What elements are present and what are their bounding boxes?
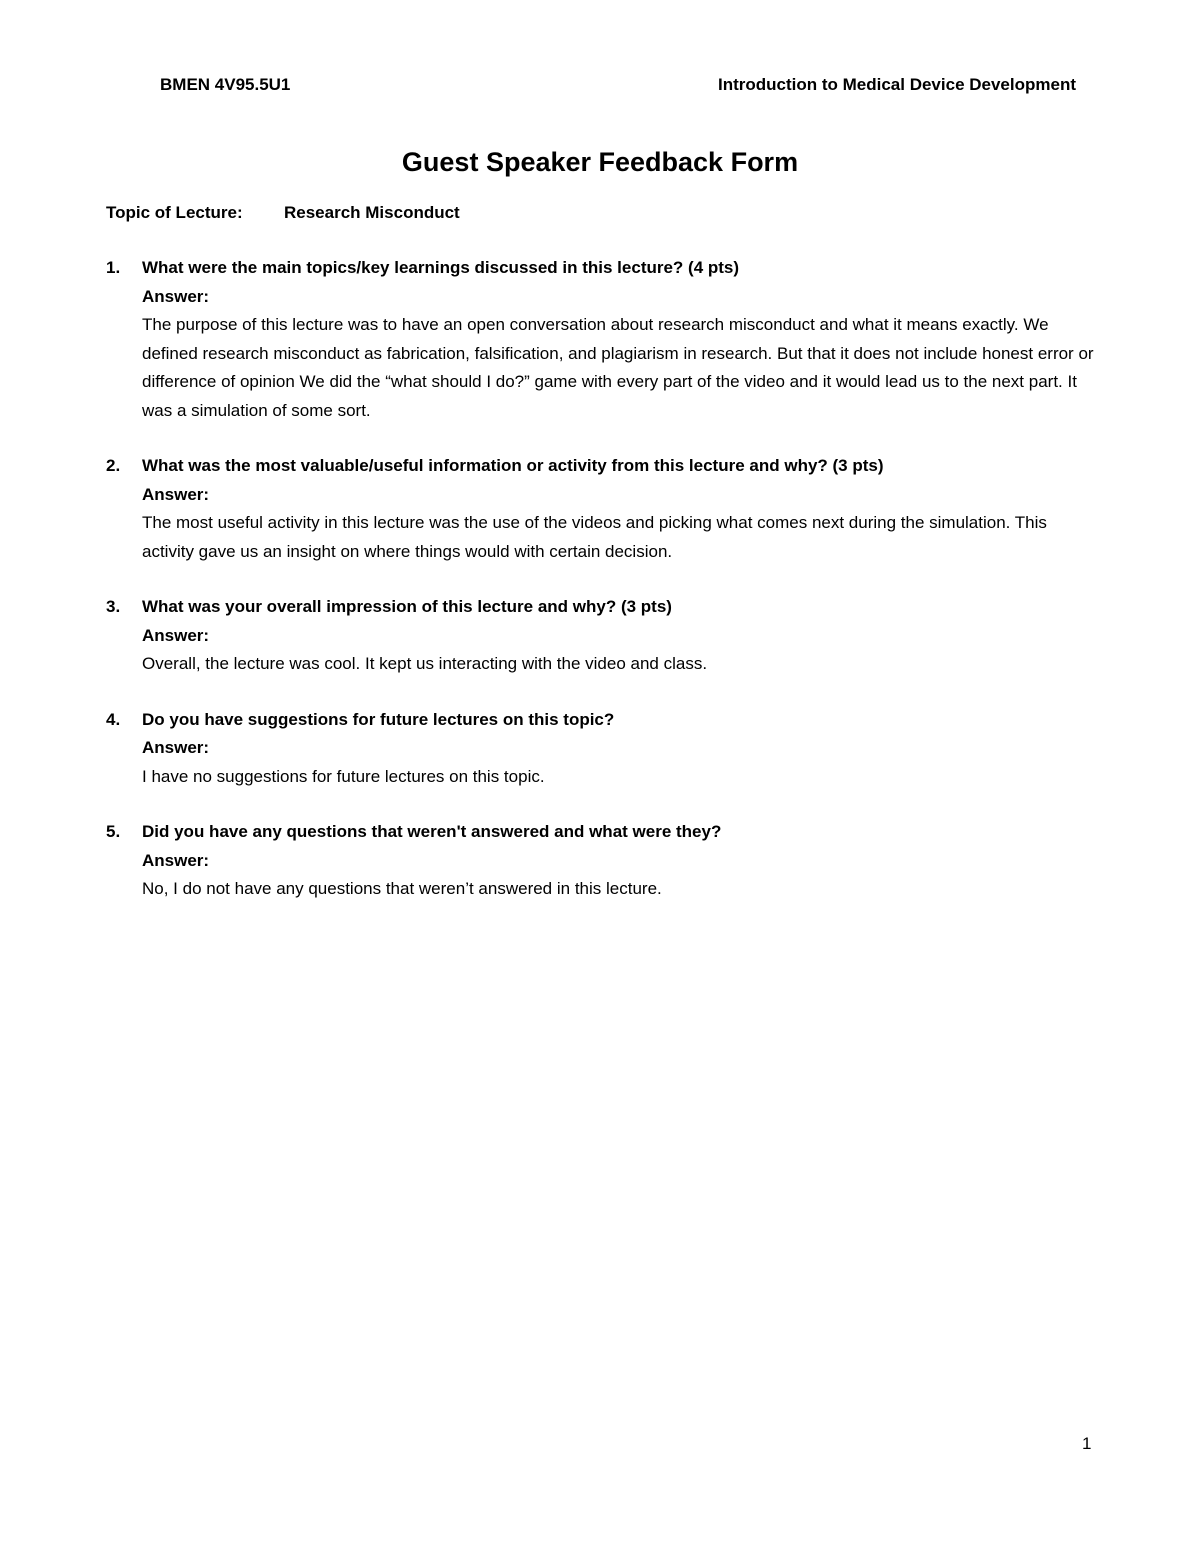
question-item-2 [106,452,1096,566]
topic-label: Topic of Lecture: [106,203,243,222]
answer-text: I have no suggestions for future lectures on this topic. [142,766,545,786]
answer-label: Answer: [142,625,210,645]
question-text: What were the main topics/key learnings discussed in this lecture? (4 pts) [142,258,740,277]
question-body [142,593,1096,679]
question-list [106,254,1096,931]
answer-text: No, I do not have any questions that weren’t answered in this lecture. [142,879,662,898]
question-text: What was your overall impression of this lecture and why? (3 pts) [142,597,672,616]
answer-label: Answer: [142,484,210,504]
course-code: BMEN 4V95.5U1 [160,75,291,94]
topic-row [106,202,460,224]
question-item-4 [106,706,1096,792]
form-title: Guest Speaker Feedback Form [401,147,799,177]
page-number: 1 [1082,1434,1092,1453]
answer-text: The most useful activity in this lecture was the use of the videos and picking what comes next during the simulation. This activity gave us an insight on where things would with certain decision. [142,513,1047,561]
question-number: 3. [106,597,121,616]
answer-label: Answer: [142,850,210,870]
topic-value: Research Misconduct [284,203,460,222]
question-body [142,706,1096,792]
question-item-5 [106,818,1096,904]
question-text: What was the most valuable/useful information or activity from this lecture and why? (3 pts) [142,456,884,475]
question-number: 5. [106,822,121,841]
course-name: Introduction to Medical Device Development [717,75,1076,94]
question-text: Did you have any questions that weren't answered and what were they? [142,822,722,841]
answer-label: Answer: [142,286,210,306]
answer-text: The purpose of this lecture was to have an open conversation about research misconduct and what it means exactly. We defined research misconduct as fabrication, falsification, and plagiarism in research. But that it does not include honest error or difference of opinion We did the “what should I do?” game with every part of the video and it would lead us to the next part. It was a simulation of some sort. [142,315,1094,420]
question-body [142,818,1096,904]
question-item-3 [106,593,1096,679]
page-header [160,74,1076,96]
question-text: Do you have suggestions for future lectures on this topic? [142,709,615,729]
question-number: 2. [106,456,121,475]
question-number: 1. [106,258,121,277]
answer-text: Overall, the lecture was cool. It kept us interacting with the video and class. [142,654,708,673]
question-number: 4. [106,709,121,729]
question-body [142,452,1096,566]
question-item-1 [106,254,1096,425]
answer-label: Answer: [142,738,210,757]
question-body [142,254,1096,425]
